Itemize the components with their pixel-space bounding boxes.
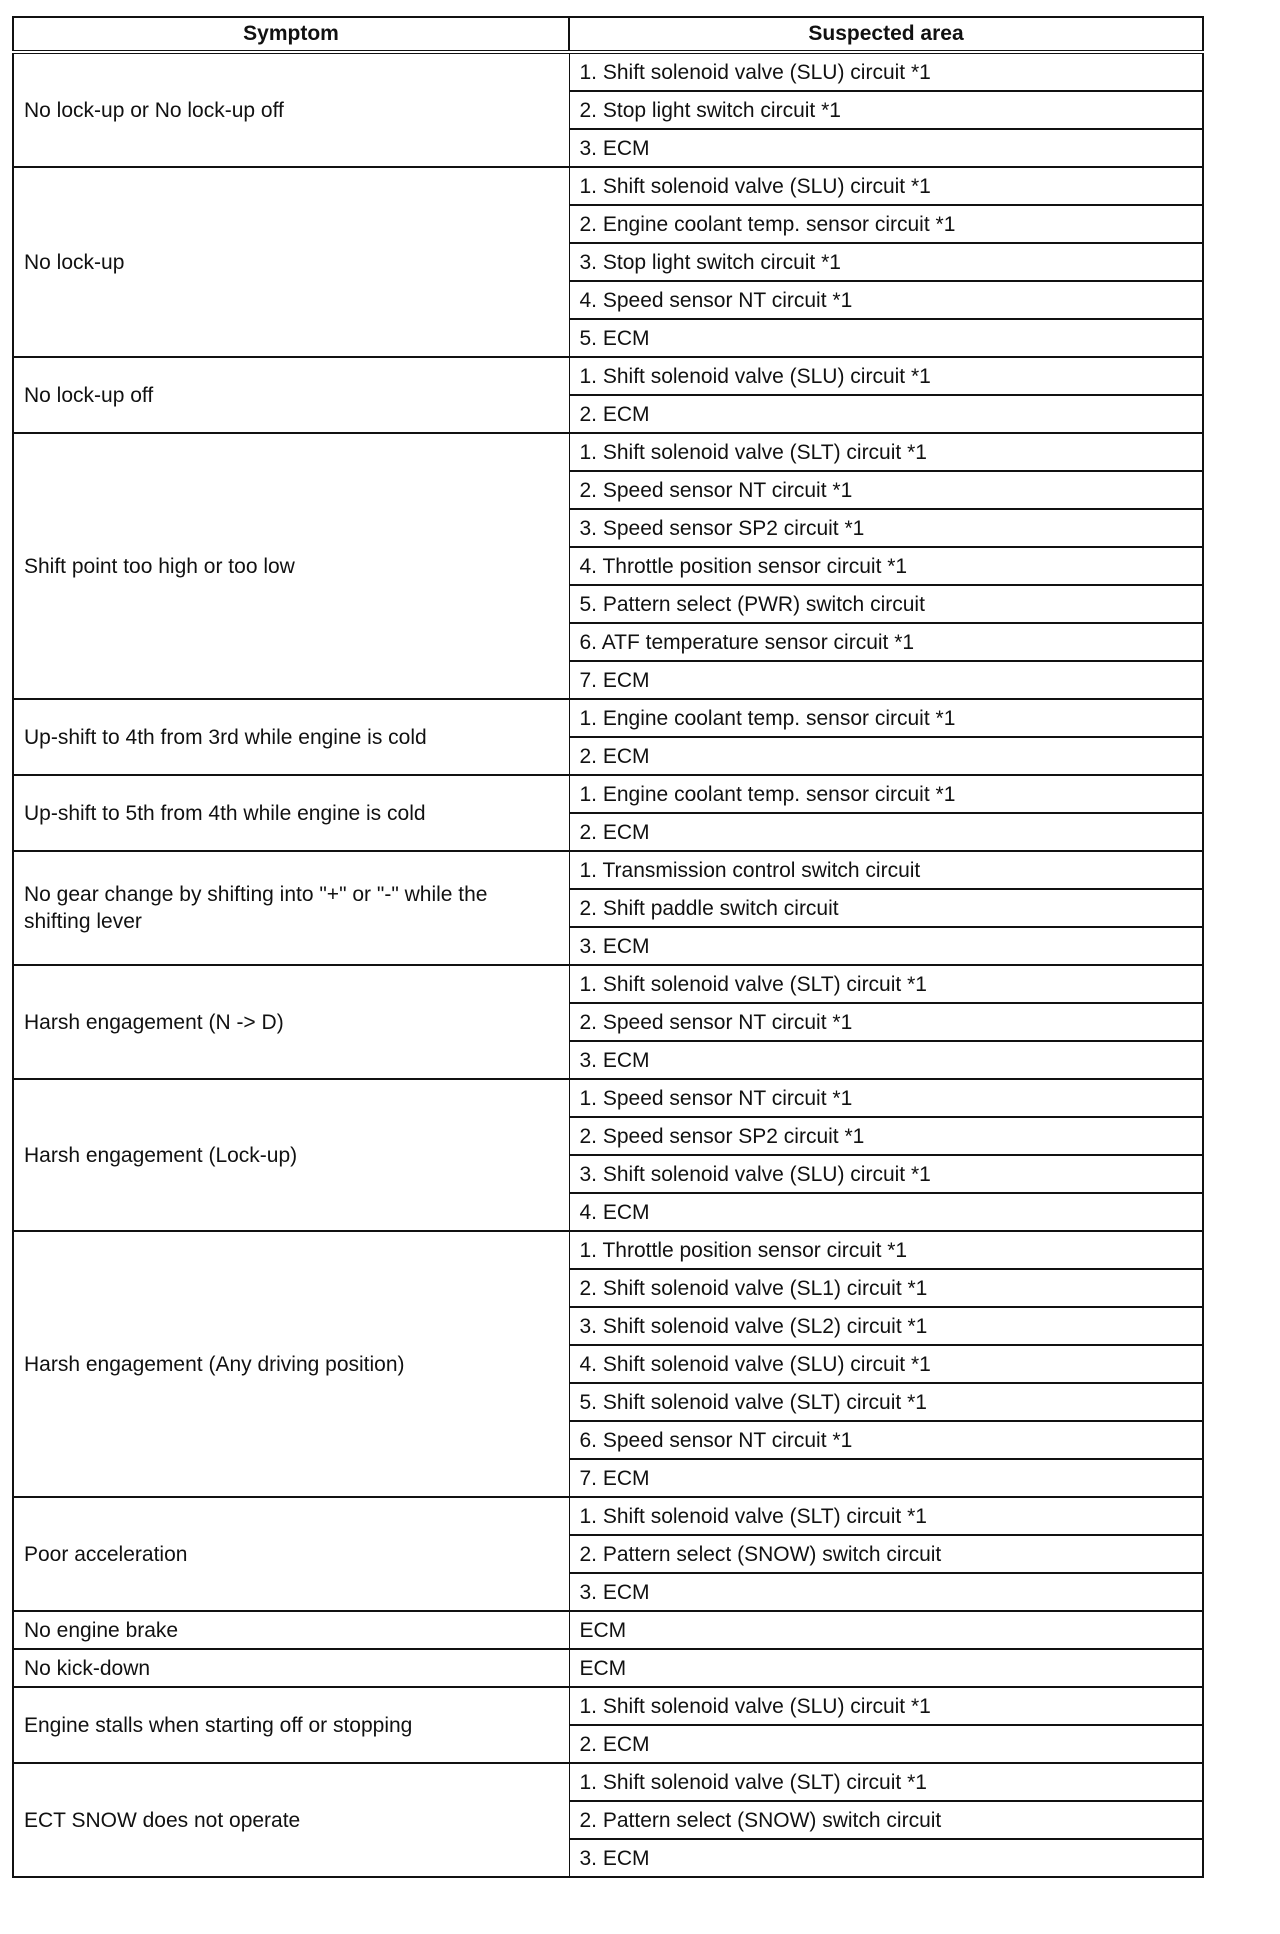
symptom-cell: No lock-up: [13, 167, 569, 357]
suspected-area-cell: 2. Stop light switch circuit *1: [569, 91, 1203, 129]
suspected-area-cell: 5. Pattern select (PWR) switch circuit: [569, 585, 1203, 623]
symptom-group: [13, 1079, 1203, 1231]
table-row: [13, 52, 1203, 91]
symptom-group: [13, 1649, 1203, 1687]
table-row: [13, 965, 1203, 1003]
table-row: [13, 1611, 1203, 1649]
table-row: [13, 775, 1203, 813]
symptom-cell: Up-shift to 4th from 3rd while engine is cold: [13, 699, 569, 775]
suspected-area-cell: 2. ECM: [569, 395, 1203, 433]
suspected-area-cell: 1. Throttle position sensor circuit *1: [569, 1231, 1203, 1269]
suspected-area-cell: 2. Pattern select (SNOW) switch circuit: [569, 1535, 1203, 1573]
symptom-group: [13, 1231, 1203, 1497]
suspected-area-cell: 1. Engine coolant temp. sensor circuit *1: [569, 699, 1203, 737]
header-row: [13, 17, 1203, 52]
symptom-group: [13, 965, 1203, 1079]
symptom-group: [13, 1611, 1203, 1649]
symptom-cell: No kick-down: [13, 1649, 569, 1687]
symptom-group: [13, 167, 1203, 357]
suspected-area-cell: 2. Speed sensor NT circuit *1: [569, 1003, 1203, 1041]
suspected-area-cell: 3. ECM: [569, 1573, 1203, 1611]
suspected-area-cell: 1. Shift solenoid valve (SLU) circuit *1: [569, 1687, 1203, 1725]
suspected-area-cell: 4. ECM: [569, 1193, 1203, 1231]
suspected-area-cell: 7. ECM: [569, 1459, 1203, 1497]
suspected-area-cell: 2. Pattern select (SNOW) switch circuit: [569, 1801, 1203, 1839]
symptom-cell: Harsh engagement (Lock-up): [13, 1079, 569, 1231]
suspected-area-cell: 2. ECM: [569, 813, 1203, 851]
suspected-area-cell: 3. ECM: [569, 927, 1203, 965]
suspected-area-cell: 2. ECM: [569, 1725, 1203, 1763]
suspected-area-cell: 4. Throttle position sensor circuit *1: [569, 547, 1203, 585]
suspected-area-cell: 1. Transmission control switch circuit: [569, 851, 1203, 889]
suspected-area-cell: 4. Speed sensor NT circuit *1: [569, 281, 1203, 319]
table-row: [13, 1231, 1203, 1269]
suspected-area-cell: 7. ECM: [569, 661, 1203, 699]
suspected-area-cell: 1. Shift solenoid valve (SLU) circuit *1: [569, 52, 1203, 91]
suspected-area-cell: 1. Shift solenoid valve (SLU) circuit *1: [569, 167, 1203, 205]
suspected-area-cell: 2. Speed sensor SP2 circuit *1: [569, 1117, 1203, 1155]
symptom-cell: No lock-up off: [13, 357, 569, 433]
symptom-group: [13, 433, 1203, 699]
table-row: [13, 1497, 1203, 1535]
table-row: [13, 699, 1203, 737]
symptom-cell: ECT SNOW does not operate: [13, 1763, 569, 1877]
table-row: [13, 851, 1203, 889]
table-row: [13, 1687, 1203, 1725]
suspected-area-cell: 1. Shift solenoid valve (SLT) circuit *1: [569, 433, 1203, 471]
table-row: [13, 433, 1203, 471]
symptom-column-header: Symptom: [13, 17, 569, 52]
suspected-area-cell: 2. Shift paddle switch circuit: [569, 889, 1203, 927]
suspected-area-cell: 2. ECM: [569, 737, 1203, 775]
symptom-cell: Engine stalls when starting off or stopping: [13, 1687, 569, 1763]
table-row: [13, 357, 1203, 395]
symptom-cell: Harsh engagement (Any driving position): [13, 1231, 569, 1497]
suspected-area-cell: 1. Shift solenoid valve (SLT) circuit *1: [569, 1497, 1203, 1535]
suspected-area-cell: 3. Shift solenoid valve (SL2) circuit *1: [569, 1307, 1203, 1345]
symptom-group: [13, 357, 1203, 433]
suspected-area-cell: 5. Shift solenoid valve (SLT) circuit *1: [569, 1383, 1203, 1421]
suspected-area-column-header: Suspected area: [569, 17, 1203, 52]
suspected-area-cell: 2. Engine coolant temp. sensor circuit *1: [569, 205, 1203, 243]
suspected-area-cell: 1. Speed sensor NT circuit *1: [569, 1079, 1203, 1117]
suspected-area-cell: 1. Shift solenoid valve (SLT) circuit *1: [569, 965, 1203, 1003]
suspected-area-cell: 3. ECM: [569, 1041, 1203, 1079]
suspected-area-cell: 3. Speed sensor SP2 circuit *1: [569, 509, 1203, 547]
symptom-group: [13, 851, 1203, 965]
suspected-area-cell: ECM: [569, 1611, 1203, 1649]
suspected-area-cell: 6. ATF temperature sensor circuit *1: [569, 623, 1203, 661]
suspected-area-cell: 1. Engine coolant temp. sensor circuit *1: [569, 775, 1203, 813]
symptom-cell: Up-shift to 5th from 4th while engine is cold: [13, 775, 569, 851]
suspected-area-cell: 1. Shift solenoid valve (SLT) circuit *1: [569, 1763, 1203, 1801]
symptom-table: [12, 16, 1204, 1878]
symptom-group: [13, 1687, 1203, 1763]
suspected-area-cell: 3. ECM: [569, 129, 1203, 167]
table-row: [13, 1079, 1203, 1117]
table-row: [13, 167, 1203, 205]
symptom-cell: Harsh engagement (N -> D): [13, 965, 569, 1079]
symptom-cell: Shift point too high or too low: [13, 433, 569, 699]
suspected-area-cell: 3. Stop light switch circuit *1: [569, 243, 1203, 281]
suspected-area-cell: 1. Shift solenoid valve (SLU) circuit *1: [569, 357, 1203, 395]
suspected-area-cell: 6. Speed sensor NT circuit *1: [569, 1421, 1203, 1459]
symptom-group: [13, 52, 1203, 167]
suspected-area-cell: 2. Speed sensor NT circuit *1: [569, 471, 1203, 509]
suspected-area-cell: ECM: [569, 1649, 1203, 1687]
symptom-cell: No lock-up or No lock-up off: [13, 52, 569, 167]
suspected-area-cell: 5. ECM: [569, 319, 1203, 357]
suspected-area-cell: 3. ECM: [569, 1839, 1203, 1877]
suspected-area-cell: 2. Shift solenoid valve (SL1) circuit *1: [569, 1269, 1203, 1307]
table-row: [13, 1763, 1203, 1801]
symptom-group: [13, 775, 1203, 851]
suspected-area-cell: 3. Shift solenoid valve (SLU) circuit *1: [569, 1155, 1203, 1193]
symptom-cell: No gear change by shifting into "+" or "-" while the shifting lever: [13, 851, 569, 965]
table-row: [13, 1649, 1203, 1687]
symptom-group: [13, 1763, 1203, 1877]
symptom-group: [13, 699, 1203, 775]
symptom-group: [13, 1497, 1203, 1611]
symptom-cell: No engine brake: [13, 1611, 569, 1649]
symptom-cell: Poor acceleration: [13, 1497, 569, 1611]
suspected-area-cell: 4. Shift solenoid valve (SLU) circuit *1: [569, 1345, 1203, 1383]
